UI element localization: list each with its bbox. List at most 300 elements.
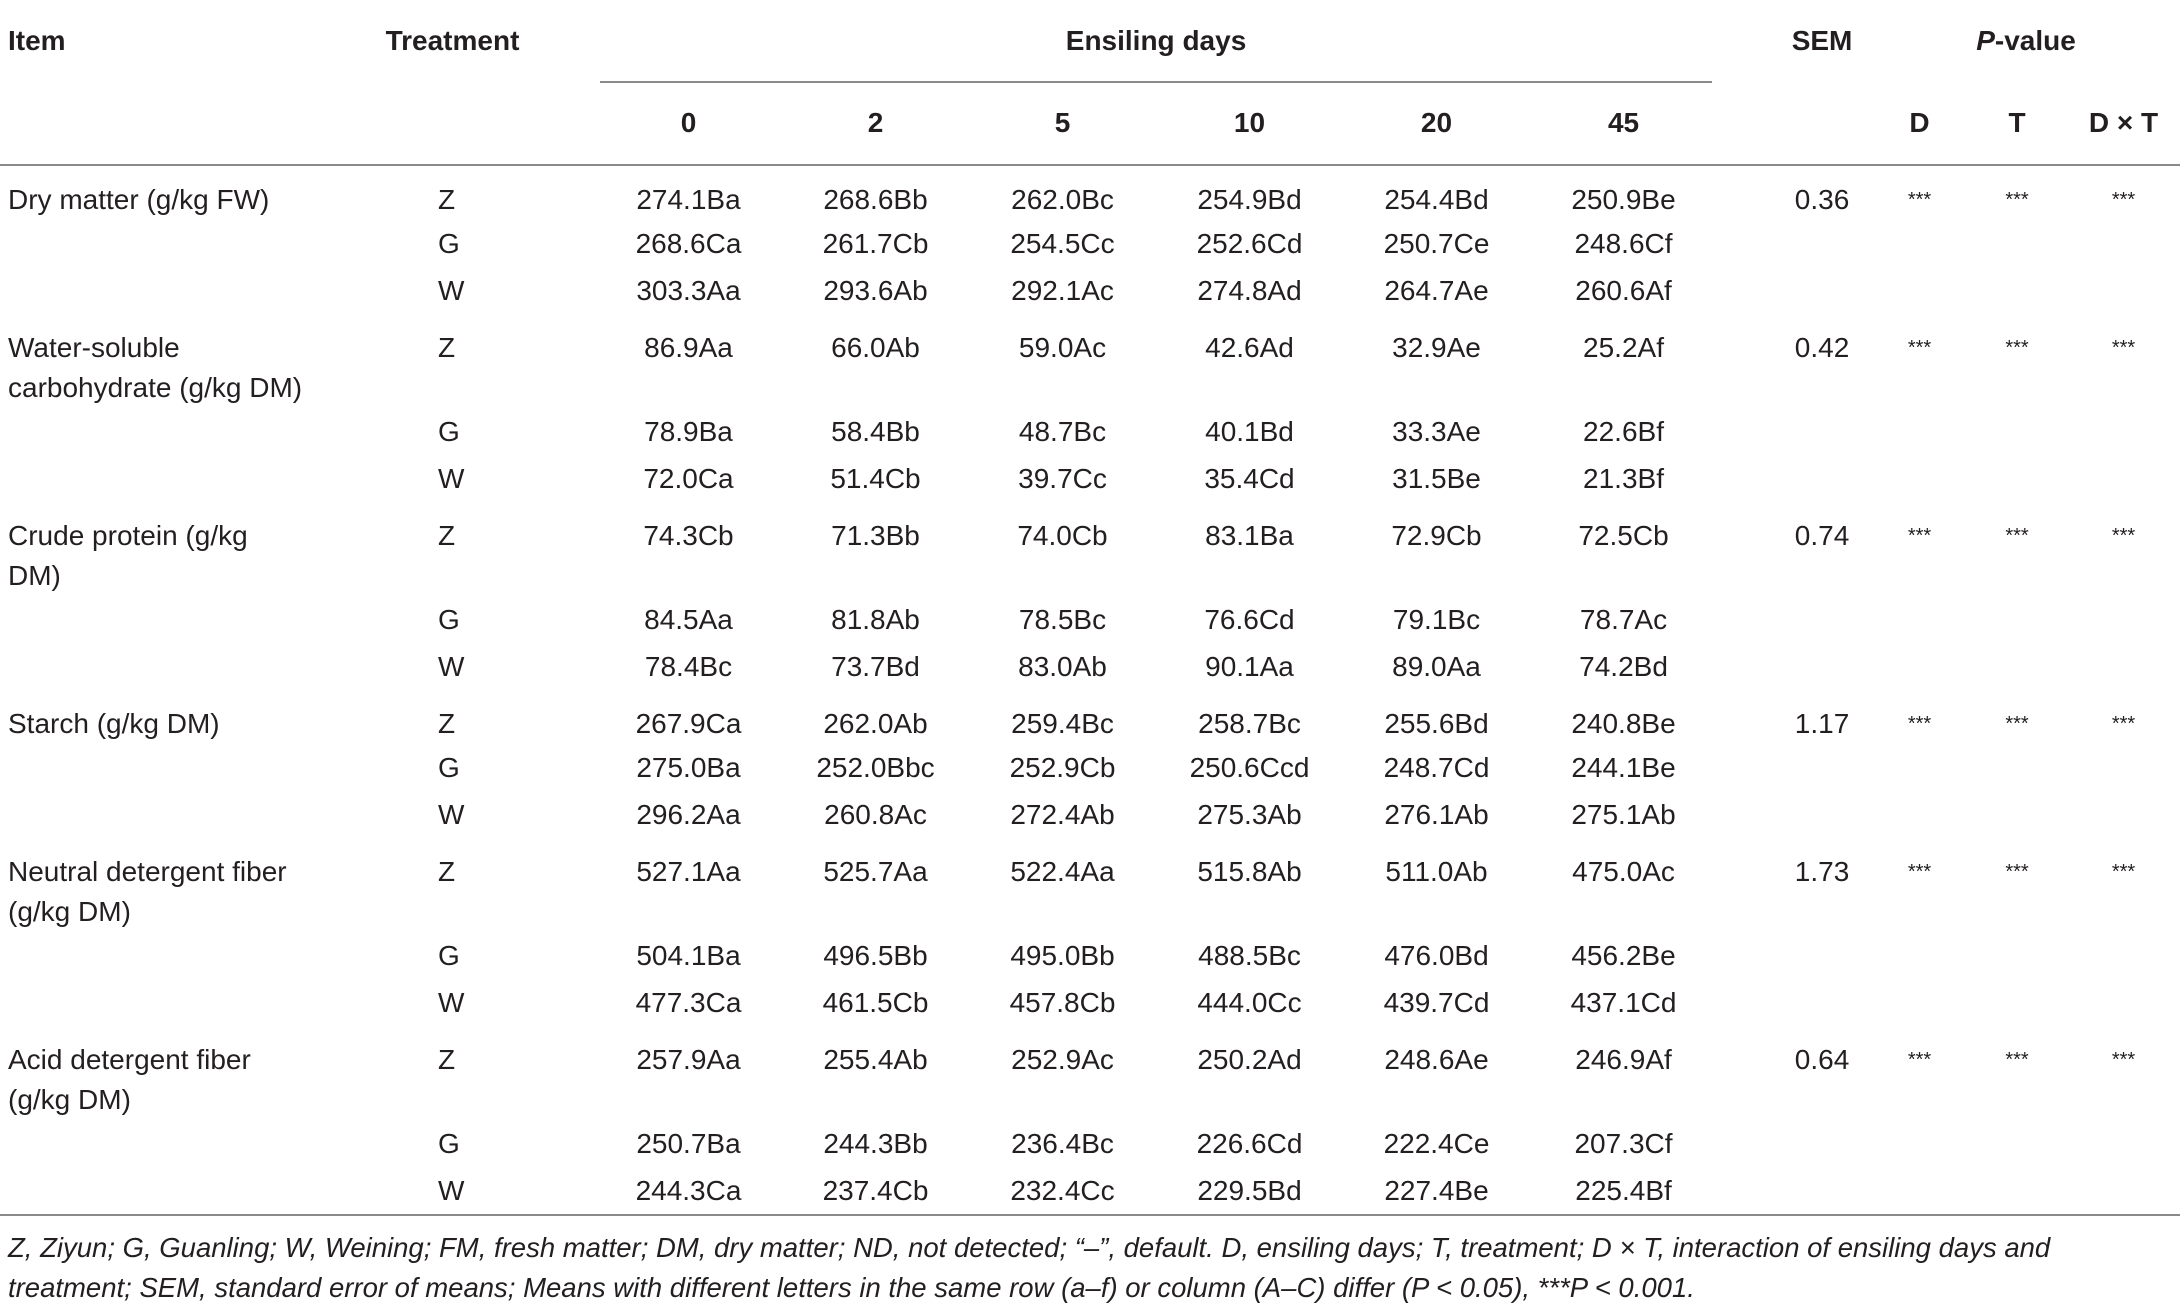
value-cell-day-5: 59.0Ac (1018, 332, 1107, 363)
sem-cell: 0.64 (1794, 1044, 1850, 1075)
value-cell-day-20: 248.6Ae (1384, 1044, 1489, 1075)
item-blank (0, 267, 355, 314)
value-cell-day-45: 74.2Bd (1579, 651, 1668, 682)
value-cell-day-10: 250.2Ad (1197, 1044, 1302, 1075)
value-cell-day-5: 254.5Cc (1010, 228, 1115, 259)
value-cell-day-10: 35.4Cd (1204, 463, 1295, 494)
p-d-blank (1872, 1167, 1967, 1215)
spacer-cell (550, 267, 595, 314)
header-day-45: 45 (1530, 82, 1717, 165)
value-cell-day-2: 66.0Ab (831, 332, 920, 363)
value-cell-day-0: 257.9Aa (636, 1044, 741, 1075)
p-t-blank (1967, 643, 2067, 690)
value-cell-day-0: 86.9Aa (644, 332, 733, 363)
item-blank (0, 596, 355, 643)
value-cell-day-0: 275.0Ba (636, 752, 741, 783)
p-dxt-blank (2067, 979, 2180, 1026)
p-dxt-blank (2067, 455, 2180, 502)
item-label-text: Starch (g/kg DM) (8, 708, 220, 739)
p-t-blank (1967, 267, 2067, 314)
p-d-blank (1872, 932, 1967, 979)
treatment-cell: G (438, 940, 460, 971)
p-t-blank (1967, 1167, 2067, 1215)
header-day-20: 20 (1343, 82, 1530, 165)
value-cell-day-5: 74.0Cb (1017, 520, 1108, 551)
spacer-cell (1717, 1026, 1772, 1120)
value-cell-day-5: 48.7Bc (1018, 416, 1107, 447)
spacer-cell (1717, 932, 1772, 979)
p-d-blank (1872, 220, 1967, 267)
treatment-cell: W (438, 987, 465, 1018)
p-d-cell: *** (1907, 1049, 1932, 1071)
value-cell-day-45: 240.8Be (1571, 708, 1676, 739)
p-dxt-blank (2067, 1167, 2180, 1215)
value-cell-day-0: 527.1Aa (636, 856, 741, 887)
spacer-cell (550, 1026, 595, 1120)
spacer-cell (1717, 502, 1772, 596)
treatment-cell: Z (438, 708, 456, 739)
value-cell-day-45: 248.6Cf (1574, 228, 1673, 259)
value-cell-day-45: 21.3Bf (1583, 463, 1664, 494)
value-cell-day-2: 496.5Bb (823, 940, 928, 971)
p-dxt-cell: *** (2111, 1049, 2136, 1071)
value-cell-day-2: 244.3Bb (823, 1128, 928, 1159)
item-label-text: Crude protein (g/kg DM) (8, 520, 248, 591)
p-d-blank (1872, 1120, 1967, 1167)
value-cell-day-2: 260.8Ac (824, 799, 927, 830)
value-cell-day-10: 515.8Ab (1197, 856, 1302, 887)
header-spacer-right (1717, 0, 1772, 82)
value-cell-day-0: 267.9Ca (635, 708, 742, 739)
value-cell-day-10: 488.5Bc (1198, 940, 1301, 971)
value-cell-day-45: 437.1Cd (1570, 987, 1677, 1018)
value-cell-day-10: 250.6Ccd (1189, 752, 1310, 783)
p-t-cell: *** (2005, 337, 2029, 359)
p-t-blank (1967, 932, 2067, 979)
p-d-cell: *** (1907, 337, 1932, 359)
value-cell-day-2: 461.5Cb (822, 987, 929, 1018)
treatment-cell: W (355, 1167, 550, 1215)
p-dxt-blank (2067, 596, 2180, 643)
value-cell-day-20: 264.7Ae (1384, 275, 1489, 306)
value-cell-day-45: 475.0Ac (1572, 856, 1675, 887)
sem-blank (1772, 643, 1872, 690)
spacer-cell (550, 502, 595, 596)
table-row (0, 220, 2180, 267)
sem-cell: 0.74 (1794, 520, 1850, 551)
p-d-cell: *** (1907, 525, 1932, 547)
p-dxt-blank (2067, 643, 2180, 690)
value-cell-day-2: 252.0Bbc (816, 752, 935, 783)
p-d-cell: *** (1907, 713, 1932, 735)
spacer-cell (550, 744, 595, 791)
p-d-blank (1872, 596, 1967, 643)
p-t-cell: *** (2005, 525, 2029, 547)
value-cell-day-45: 207.3Cf (1574, 1128, 1673, 1159)
header-treatment: Treatment (385, 25, 520, 56)
p-t-cell: *** (2005, 861, 2029, 883)
value-cell-day-5: 292.1Ac (1011, 275, 1114, 306)
spacer-cell (1717, 220, 1772, 267)
value-cell-day-2: 71.3Bb (831, 520, 920, 551)
item-label (0, 502, 355, 596)
value-cell-day-5: 252.9Ac (1011, 1044, 1114, 1075)
table-row (0, 1120, 2180, 1167)
header-p-rest: -value (1994, 25, 2076, 56)
value-cell-day-20: 31.5Be (1392, 463, 1481, 494)
p-dxt-cell: *** (2111, 525, 2136, 547)
spacer-cell (1717, 267, 1772, 314)
p-t-blank (1967, 744, 2067, 791)
p-dxt-blank (2067, 220, 2180, 267)
treatment-cell: G (438, 416, 460, 447)
spacer-cell (1717, 791, 1772, 838)
p-t-cell: *** (2005, 189, 2029, 211)
p-t-blank (1967, 455, 2067, 502)
p-t-blank (1967, 408, 2067, 455)
item-label (0, 165, 355, 220)
table-row (0, 643, 2180, 690)
treatment-cell: W (438, 799, 465, 830)
value-cell-day-0: 78.9Ba (644, 416, 733, 447)
header-day-0: 0 (595, 82, 782, 165)
spacer-cell (1717, 643, 1772, 690)
p-dxt-cell: *** (2111, 713, 2136, 735)
spacer-cell (1717, 165, 1772, 220)
value-cell-day-20: 254.4Bd (1384, 184, 1489, 215)
item-blank (0, 1167, 355, 1215)
value-cell-day-20: 255.6Bd (1384, 708, 1489, 739)
header-spacer-left-2 (550, 82, 595, 165)
value-cell-day-5: 83.0Ab (1018, 651, 1107, 682)
value-cell-day-2: 525.7Aa (823, 856, 928, 887)
sem-cell: 1.73 (1794, 856, 1850, 887)
treatment-cell: G (438, 604, 460, 635)
spacer-cell (550, 690, 595, 744)
item-blank (0, 791, 355, 838)
header-sem: SEM (1791, 25, 1853, 56)
item-label (0, 838, 355, 932)
value-cell-day-10: 76.6Cd (1204, 604, 1295, 635)
p-dxt-blank (2067, 932, 2180, 979)
table-row (0, 267, 2180, 314)
value-cell-day-20: 72.9Cb (1391, 520, 1482, 551)
value-cell-day-10: 90.1Aa (1205, 651, 1294, 682)
value-cell-day-45: 72.5Cb (1578, 520, 1669, 551)
treatment-cell: W (438, 651, 465, 682)
value-cell-day-2: 262.0Ab (823, 708, 928, 739)
value-cell-day-5: 272.4Ab (1010, 799, 1115, 830)
value-cell-day-20: 248.7Cd (1383, 752, 1490, 783)
spacer-cell (1717, 1120, 1772, 1167)
value-cell-day-20: 276.1Ab (1384, 799, 1489, 830)
spacer-cell (1717, 838, 1772, 932)
value-cell-day-0: 274.1Ba (636, 184, 741, 215)
treatment-cell: W (438, 275, 465, 306)
value-cell-day-10: 258.7Bc (1198, 708, 1301, 739)
value-cell-day-0: 74.3Cb (643, 520, 734, 551)
value-cell-day-0: 250.7Ba (636, 1128, 741, 1159)
value-cell-day-5: 236.4Bc (1011, 1128, 1114, 1159)
sem-blank (1772, 408, 1872, 455)
value-cell-day-20: 511.0Ab (1385, 856, 1488, 887)
p-dxt-blank (2067, 791, 2180, 838)
p-dxt-cell: *** (2111, 337, 2136, 359)
value-cell-day-45: 78.7Ac (1579, 604, 1668, 635)
sem-blank (1772, 932, 1872, 979)
p-t-blank (1967, 220, 2067, 267)
spacer-cell (550, 1167, 595, 1215)
value-cell-day-20: 250.7Ce (1383, 228, 1490, 259)
value-cell-day-5: 78.5Bc (1018, 604, 1107, 635)
spacer-cell (550, 643, 595, 690)
spacer-cell (550, 314, 595, 408)
item-blank (0, 220, 355, 267)
value-cell-day-2: 237.4Cb (782, 1167, 969, 1215)
p-d-blank (1872, 455, 1967, 502)
p-dxt-cell: *** (2111, 189, 2136, 211)
p-dxt-blank (2067, 1120, 2180, 1167)
value-cell-day-5: 252.9Cb (1009, 752, 1116, 783)
item-blank (0, 1120, 355, 1167)
item-blank (0, 744, 355, 791)
header-spacer-left (550, 0, 595, 82)
spacer-cell (1717, 408, 1772, 455)
sem-blank (1772, 744, 1872, 791)
table-row (0, 165, 2180, 220)
value-cell-day-0: 72.0Ca (643, 463, 734, 494)
value-cell-day-20: 89.0Aa (1392, 651, 1481, 682)
sem-blank (1772, 267, 1872, 314)
sem-cell: 0.42 (1794, 332, 1850, 363)
value-cell-day-10: 83.1Ba (1205, 520, 1294, 551)
value-cell-day-45: 244.1Be (1571, 752, 1676, 783)
spacer-cell (1717, 596, 1772, 643)
p-d-cell: *** (1907, 861, 1932, 883)
treatment-cell: G (438, 752, 460, 783)
item-label (0, 1026, 355, 1120)
sem-cell: 0.36 (1794, 184, 1850, 215)
p-d-blank (1872, 643, 1967, 690)
spacer-cell (550, 165, 595, 220)
header-t: T (1967, 82, 2067, 165)
sem-blank (1772, 791, 1872, 838)
table-row (0, 1167, 2180, 1215)
value-cell-day-10: 444.0Cc (1197, 987, 1302, 1018)
value-cell-day-20: 222.4Ce (1383, 1128, 1490, 1159)
value-cell-day-5: 522.4Aa (1010, 856, 1115, 887)
value-cell-day-0: 296.2Aa (636, 799, 741, 830)
table-row (0, 932, 2180, 979)
value-cell-day-10: 252.6Cd (1196, 228, 1303, 259)
value-cell-day-10: 40.1Bd (1205, 416, 1294, 447)
value-cell-day-5: 259.4Bc (1011, 708, 1114, 739)
header-p-italic: P (1976, 25, 1995, 56)
p-dxt-blank (2067, 744, 2180, 791)
header-spacer-right-2 (1717, 82, 1772, 165)
value-cell-day-2: 81.8Ab (831, 604, 920, 635)
treatment-cell: Z (438, 520, 456, 551)
spacer-cell (550, 596, 595, 643)
value-cell-day-0: 303.3Aa (636, 275, 741, 306)
spacer-cell (550, 220, 595, 267)
sem-blank (1772, 1167, 1872, 1215)
p-t-blank (1967, 1120, 2067, 1167)
item-label (0, 314, 355, 408)
value-cell-day-5: 232.4Cc (969, 1167, 1156, 1215)
item-blank (0, 932, 355, 979)
p-t-cell: *** (2005, 713, 2029, 735)
header-day-10: 10 (1156, 82, 1343, 165)
p-d-blank (1872, 744, 1967, 791)
value-cell-day-45: 456.2Be (1571, 940, 1676, 971)
spacer-cell (550, 838, 595, 932)
value-cell-day-20: 227.4Be (1343, 1167, 1530, 1215)
p-d-cell: *** (1907, 189, 1932, 211)
item-label-text: Acid detergent fiber (g/kg DM) (8, 1044, 251, 1115)
value-cell-day-2: 255.4Ab (823, 1044, 928, 1075)
treatment-cell: Z (438, 184, 456, 215)
value-cell-day-45: 275.1Ab (1571, 799, 1676, 830)
p-d-blank (1872, 408, 1967, 455)
table-row (0, 314, 2180, 408)
value-cell-day-45: 250.9Be (1571, 184, 1676, 215)
header-p-value (1872, 0, 2180, 82)
table-row (0, 791, 2180, 838)
p-t-cell: *** (2005, 1049, 2029, 1071)
value-cell-day-45: 260.6Af (1575, 275, 1672, 306)
value-cell-day-10: 274.8Ad (1197, 275, 1302, 306)
spacer-cell (1717, 979, 1772, 1026)
p-t-blank (1967, 596, 2067, 643)
table-row (0, 744, 2180, 791)
header-item-blank (0, 82, 355, 165)
value-cell-day-10: 275.3Ab (1197, 799, 1302, 830)
p-t-blank (1967, 979, 2067, 1026)
value-cell-day-20: 32.9Ae (1392, 332, 1481, 363)
sem-blank (1772, 979, 1872, 1026)
p-d-blank (1872, 979, 1967, 1026)
sem-blank (1772, 1120, 1872, 1167)
header-item: Item (8, 25, 66, 56)
sem-blank (1772, 220, 1872, 267)
p-t-blank (1967, 791, 2067, 838)
value-cell-day-45: 22.6Bf (1583, 416, 1664, 447)
item-blank (0, 643, 355, 690)
header-day-5: 5 (969, 82, 1156, 165)
treatment-cell: Z (438, 856, 456, 887)
treatment-cell: Z (438, 1044, 456, 1075)
value-cell-day-10: 226.6Cd (1196, 1128, 1303, 1159)
table-row (0, 455, 2180, 502)
p-d-blank (1872, 267, 1967, 314)
spacer-cell (550, 932, 595, 979)
p-dxt-cell: *** (2111, 861, 2136, 883)
treatment-cell: Z (438, 332, 456, 363)
header-day-2: 2 (782, 82, 969, 165)
value-cell-day-2: 58.4Bb (831, 416, 920, 447)
spacer-cell (550, 979, 595, 1026)
value-cell-day-45: 225.4Bf (1530, 1167, 1717, 1215)
header-sem-blank (1772, 82, 1872, 165)
value-cell-day-0: 78.4Bc (644, 651, 733, 682)
value-cell-day-20: 33.3Ae (1392, 416, 1481, 447)
value-cell-day-10: 254.9Bd (1197, 184, 1302, 215)
spacer-cell (1717, 744, 1772, 791)
value-cell-day-5: 457.8Cb (1009, 987, 1116, 1018)
value-cell-day-20: 439.7Cd (1383, 987, 1490, 1018)
table-row (0, 1026, 2180, 1120)
value-cell-day-0: 504.1Ba (636, 940, 741, 971)
table-row (0, 596, 2180, 643)
p-dxt-blank (2067, 408, 2180, 455)
ensiling-days-rule (600, 81, 1712, 83)
value-cell-day-10: 42.6Ad (1205, 332, 1294, 363)
p-dxt-blank (2067, 267, 2180, 314)
sem-blank (1772, 596, 1872, 643)
value-cell-day-0: 477.3Ca (635, 987, 742, 1018)
spacer-cell (1717, 1167, 1772, 1215)
item-label-text: Water-soluble carbohydrate (g/kg DM) (8, 332, 303, 403)
item-label-text: Dry matter (g/kg FW) (8, 184, 270, 215)
header-ensiling-days: Ensiling days (1065, 25, 1247, 56)
value-cell-day-2: 268.6Bb (823, 184, 928, 215)
treatment-cell: G (438, 228, 460, 259)
header-treatment-blank (355, 82, 550, 165)
spacer-cell (1717, 455, 1772, 502)
table-row (0, 979, 2180, 1026)
value-cell-day-20: 79.1Bc (1392, 604, 1481, 635)
sem-blank (1772, 455, 1872, 502)
spacer-cell (550, 791, 595, 838)
value-cell-day-5: 39.7Cc (1018, 463, 1107, 494)
spacer-cell (1717, 690, 1772, 744)
treatment-cell: W (438, 463, 465, 494)
value-cell-day-10: 229.5Bd (1156, 1167, 1343, 1215)
table-footnote: Z, Ziyun; G, Guanling; W, Weining; FM, fresh matter; DM, dry matter; ND, not detected; “–”, default. D, ensiling days; T, treatment; D × T, interaction of ensiling days and treatment; SEM, standard error of means; Means with different letters in the same row (a–f) or column (A–C) differ (P < 0.05), ***P < 0.001. (8, 1232, 2051, 1303)
value-cell-day-2: 261.7Cb (822, 228, 929, 259)
item-blank (0, 455, 355, 502)
value-cell-day-20: 476.0Bd (1384, 940, 1489, 971)
value-cell-day-5: 495.0Bb (1010, 940, 1115, 971)
treatment-cell: G (438, 1128, 460, 1159)
item-blank (0, 979, 355, 1026)
sem-cell: 1.17 (1794, 708, 1850, 739)
table-row (0, 690, 2180, 744)
spacer-cell (550, 1120, 595, 1167)
value-cell-day-45: 246.9Af (1575, 1044, 1672, 1075)
item-label (0, 690, 355, 744)
item-label-text: Neutral detergent fiber (g/kg DM) (8, 856, 287, 927)
table-row (0, 502, 2180, 596)
value-cell-day-2: 293.6Ab (823, 275, 928, 306)
value-cell-day-0: 268.6Ca (635, 228, 742, 259)
item-blank (0, 408, 355, 455)
value-cell-day-0: 84.5Aa (644, 604, 733, 635)
value-cell-day-2: 73.7Bd (831, 651, 920, 682)
spacer-cell (550, 408, 595, 455)
table-row (0, 838, 2180, 932)
spacer-cell (550, 455, 595, 502)
p-d-blank (1872, 791, 1967, 838)
value-cell-day-2: 51.4Cb (830, 463, 921, 494)
value-cell-day-0: 244.3Ca (595, 1167, 782, 1215)
header-dxt: D × T (2067, 82, 2180, 165)
spacer-cell (1717, 314, 1772, 408)
table-row (0, 408, 2180, 455)
header-d: D (1872, 82, 1967, 165)
value-cell-day-5: 262.0Bc (1011, 184, 1114, 215)
